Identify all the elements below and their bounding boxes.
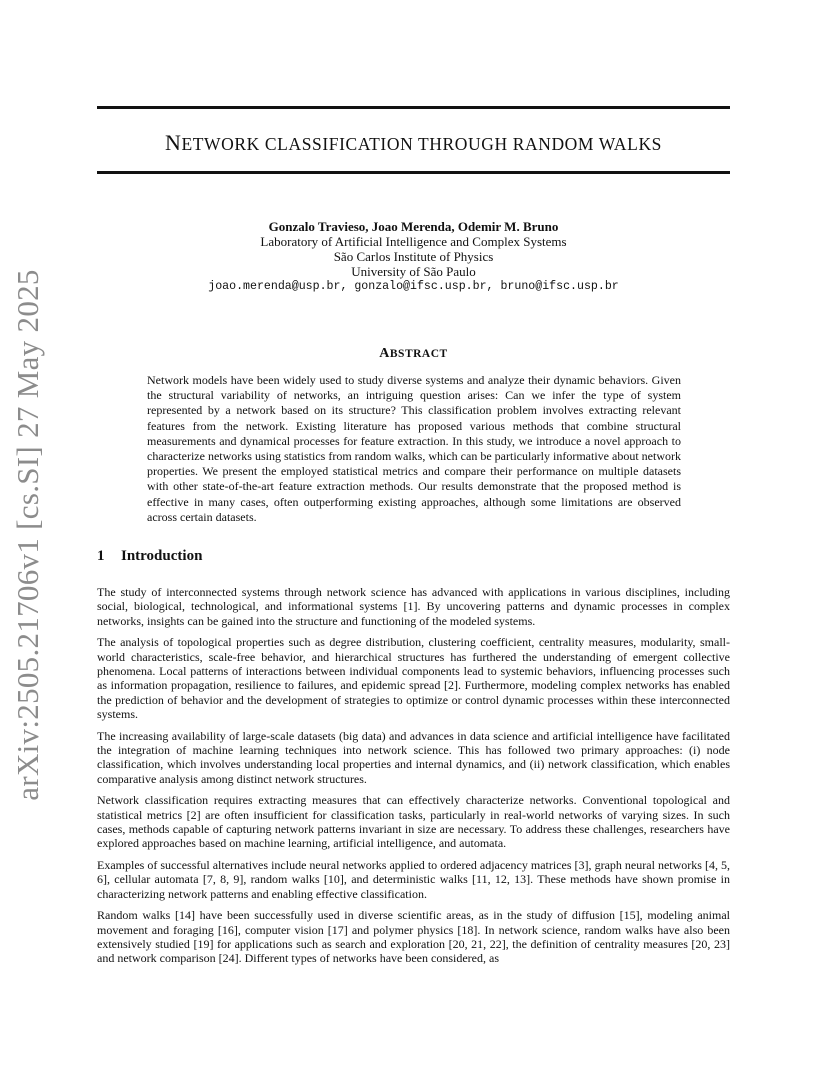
section-heading (97, 548, 202, 565)
title-bottom-rule (97, 171, 730, 174)
affiliation-line: São Carlos Institute of Physics (333, 249, 494, 264)
body-paragraph: The study of interconnected systems through network science has advanced with applications in various disciplines, including social, biological, technological, and informational systems [1]. By uncovering patterns and dynamic processes in complex networks, insights can be gained into the structure and functioning of the modeled systems. (97, 585, 730, 628)
author-emails: joao.merenda@usp.br, gonzalo@ifsc.usp.br, bruno@ifsc.usp.br (208, 280, 619, 293)
section-title: Introduction (121, 548, 203, 564)
affiliation-line: Laboratory of Artificial Intelligence and Complex Systems (260, 234, 567, 249)
section-number: 1 (97, 548, 105, 564)
introduction-body (97, 585, 730, 973)
abstract-text: Network models have been widely used to study diverse systems and analyze their dynamic behaviors. Given the structural variability of networks, an intriguing question arises: Can we infer the type of system represented by a network based on its structure? This classification problem involves extracting relevant features from the network. Existing literature has proposed various methods that combine structural measurements and dynamical processes for feature extraction. In this study, we introduce a novel approach to characterize networks using statistics from random walks, which can be particularly informative about network properties. We present the employed statistical metrics and compare their performance on multiple datasets with other state-of-the-art feature extraction methods. Our results demonstrate that the proposed method is effective in many cases, often outperforming existing approaches, although some limitations are observed across certain datasets. (147, 373, 681, 524)
abstract-heading-initial: A (379, 346, 390, 361)
arxiv-identifier-text: arXiv:2505.21706v1 [cs.SI] 27 May 2025 (10, 269, 45, 801)
body-paragraph: Examples of successful alternatives include neural networks applied to ordered adjacency matrices [3], graph neural networks [4, 5, 6], cellular automata [7, 8, 9], random walks [10], and deterministic walks [11, 12, 13]. These methods have shown promise in characterizing network patterns and enabling effective classification. (97, 858, 730, 901)
author-block (97, 219, 730, 294)
title-initial: N (164, 130, 182, 155)
paper-title (97, 130, 730, 156)
author-names: Gonzalo Travieso, Joao Merenda, Odemir M. Bruno (268, 219, 559, 234)
title-rest: ETWORK CLASSIFICATION THROUGH RANDOM WALKS (181, 134, 663, 154)
abstract-heading-rest: BSTRACT (389, 348, 448, 360)
abstract-heading (97, 346, 730, 362)
title-top-rule (97, 106, 730, 109)
body-paragraph: Network classification requires extracting measures that can effectively characterize networks. Conventional topological and statistical metrics [2] are often insufficient for classification tasks, particularly in real-world networks of varying sizes. In such cases, methods capable of capturing network patterns invariant in size are necessary. To address these challenges, researchers have explored approaches based on machine learning, artificial intelligence, and automata. (97, 793, 730, 851)
body-paragraph: The increasing availability of large-scale datasets (big data) and advances in data science and artificial intelligence have facilitated the integration of machine learning techniques into network science. This has followed two primary approaches: (i) node classification, which involves understanding local properties and internal dynamics, and (ii) network classification, which enables comparative analysis among distinct network structures. (97, 728, 730, 786)
body-paragraph: Random walks [14] have been successfully used in diverse scientific areas, as in the study of diffusion [15], modeling animal movement and foraging [16], computer vision [17] and polymer physics [18]. In network science, random walks have also been extensively studied [19] for applications such as search and exploration [20, 21, 22], the definition of centrality measures [20, 23] and network comparison [24]. Different types of networks have been considered, as (97, 908, 730, 966)
body-paragraph: The analysis of topological properties such as degree distribution, clustering coefficient, centrality measures, modularity, small-world characteristics, scale-free behavior, and hierarchical structures has furthered the understanding of emergent collective phenomena. Local patterns of interactions between individual components lead to systemic behaviors, influencing processes such as information propagation, resilience to failures, and epidemic spread [2]. Furthermore, modeling complex networks has enabled the prediction of behavior and the development of strategies to optimize or control dynamic processes within these interconnected systems. (97, 635, 730, 721)
affiliation-line: University of São Paulo (351, 264, 476, 279)
